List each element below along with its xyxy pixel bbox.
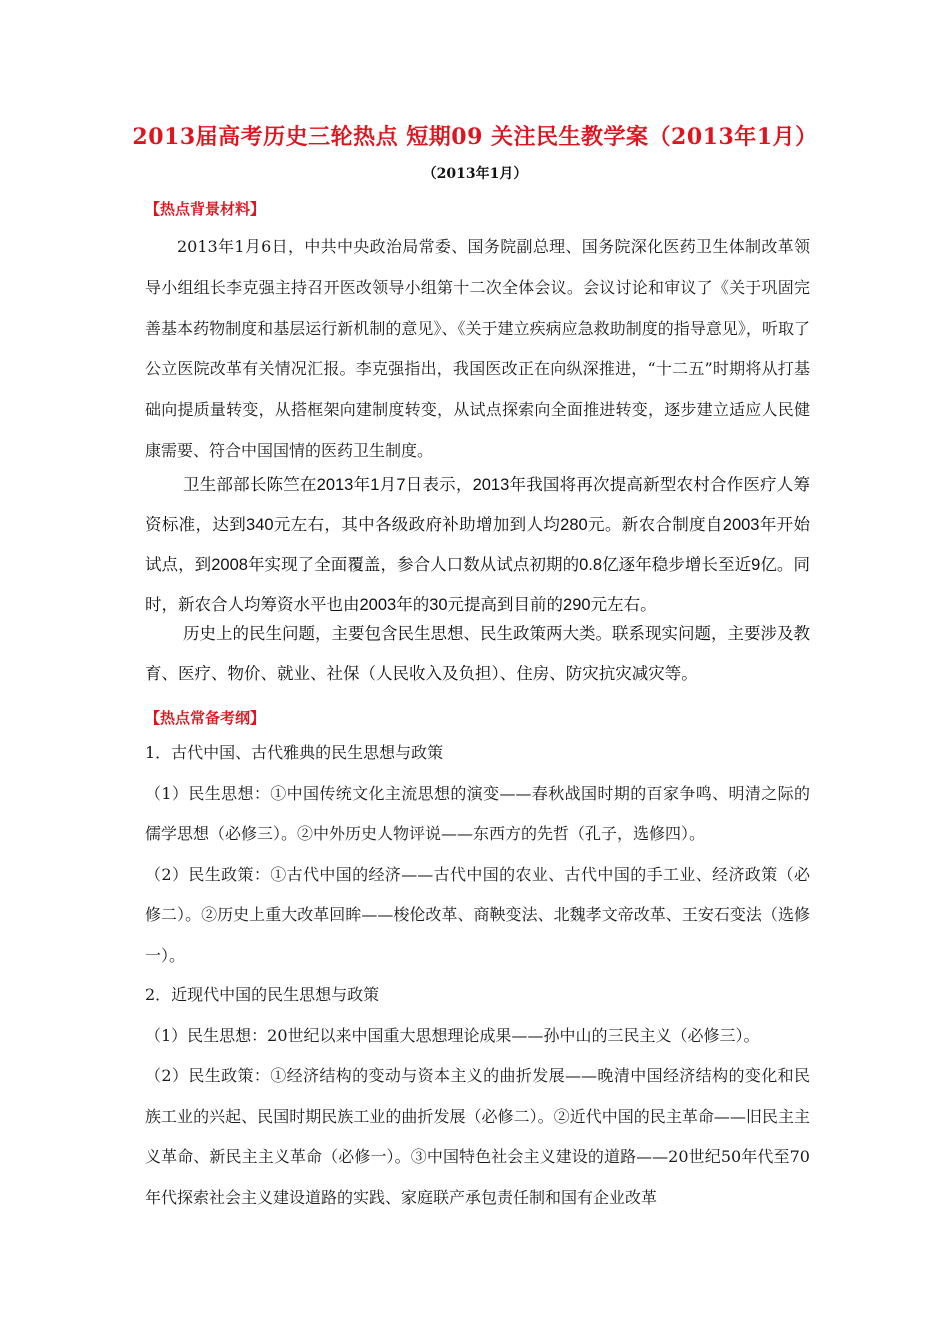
document-date: （2013年1月） <box>422 166 528 182</box>
syllabus-item: 1．古代中国、古代雅典的民生思想与政策 <box>145 743 444 762</box>
background-paragraph-2: 卫生部部长陈竺在2013年1月7日表示，2013年我国将再次提高新型农村合作医疗人筹资标准，达到340元左右，其中各级政府补助增加到人均280元。新农合制度自2003年开始试点，到2008年实现了全面覆盖，参合人口数从试点初期的0.8亿逐年稳步增长至近9亿。同时，新农合人均筹资水平也由2003年的30元提高到目前的290元左右。 <box>145 476 810 614</box>
syllabus-block-modern <box>145 975 810 1218</box>
syllabus-item: （2）民生政策：①古代中国的经济——古代中国的农业、古代中国的手工业、经济政策（必修二）。②历史上重大改革回眸——梭伦改革、商鞅变法、北魏孝文帝改革、王安石变法（选修一）。 <box>145 864 810 965</box>
section-heading-syllabus: 【热点常备考纲】 <box>145 709 266 727</box>
background-paragraph-3: 历史上的民生问题，主要包含民生思想、民生政策两大类。联系现实问题，主要涉及教育、医疗、物价、就业、社保（人民收入及负担）、住房、防灾抗灾减灾等。 <box>145 625 810 683</box>
syllabus-item: 2．近现代中国的民生思想与政策 <box>145 985 380 1004</box>
document-title: 2013届高考历史三轮热点 短期09 关注民生教学案（2013年1月） <box>132 124 818 150</box>
syllabus-item: （1）民生思想：①中国传统文化主流思想的演变——春秋战国时期的百家争鸣、明清之际的儒学思想（必修三）。②中外历史人物评说——东西方的先哲（孔子，选修四）。 <box>145 783 810 843</box>
syllabus-item: （2）民生政策：①经济结构的变动与资本主义的曲折发展——晚清中国经济结构的变化和民族工业的兴起、民国时期民族工业的曲折发展（必修二）。②近代中国的民主革命——旧民主主义革命、新民主主义革命（必修一）。③中国特色社会主义建设的道路——20世纪50年代至70年代探索社会主义建设道路的实践、家庭联产承包责任制和国有企业改革 <box>145 1066 810 1207</box>
syllabus-block-ancient <box>145 733 810 976</box>
syllabus-item: （1）民生思想：20世纪以来中国重大思想理论成果——孙中山的三民主义（必修三）。 <box>145 1025 760 1045</box>
section-heading-background: 【热点背景材料】 <box>145 200 266 218</box>
background-paragraph-1: 2013年1月6日，中共中央政治局常委、国务院副总理、国务院深化医药卫生体制改革领导小组组长李克强主持召开医改领导小组第十二次全体会议。会议讨论和审议了《关于巩固完善基本药物制度和基层运行新机制的意见》、《关于建立疾病应急救助制度的指导意见》，听取了公立医院改革有关情况汇报。李克强指出，我国医改正在向纵深推进，“十二五”时期将从打基础向提质量转变，从搭框架向建制度转变，从试点探索向全面推进转变，逐步建立适应人民健康需要、符合中国国情的医药卫生制度。 <box>145 237 810 460</box>
